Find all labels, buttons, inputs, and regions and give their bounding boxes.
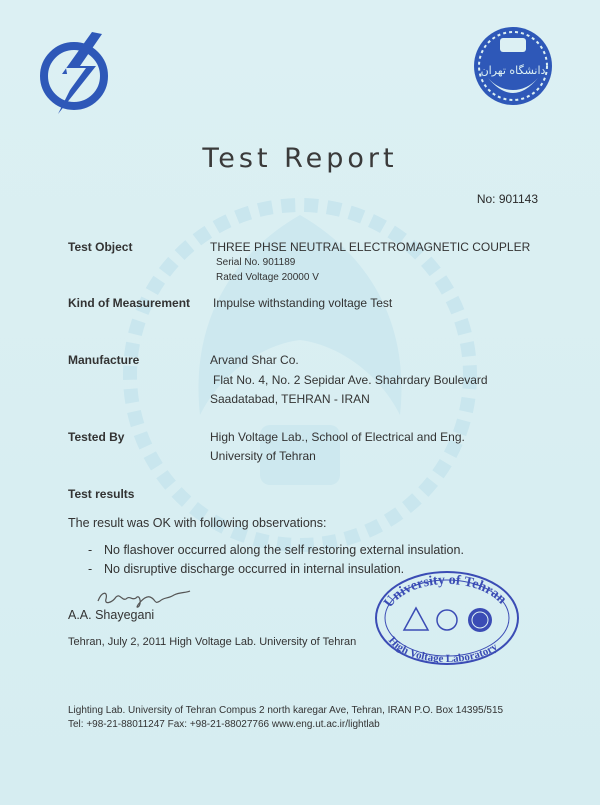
test-object-label: Test Object [68,240,133,254]
serial-number: Serial No. 901189 [216,257,296,268]
kind-of-measurement-value: Impulse withstanding voltage Test [213,296,393,310]
tested-by-line2: University of Tehran [210,449,316,463]
results-summary: The result was OK with following observations: [68,516,327,530]
rated-voltage: Rated Voltage 20000 V [216,272,319,283]
lab-stamp [372,568,522,668]
bullet-dash: - [88,562,93,576]
university-logo-text: دانشگاه تهران [480,64,546,77]
signatory-name: A.A. Shayegani [68,608,155,622]
manufacture-line3: Saadatabad, TEHRAN - IRAN [210,392,370,406]
svg-text:High Voltage Laboratory [386,635,500,665]
observation-item [88,543,464,557]
kind-of-measurement-label: Kind of Measurement [68,296,191,310]
manufacture-line2: Flat No. 4, No. 2 Sepidar Ave. Shahrdary Boulevard [213,373,488,387]
footer-contact: Tel: +98-21-88011247 Fax: +98-21-88027766 www.eng.ut.ac.ir/lightlab [68,719,380,730]
test-object-value: THREE PHSE NEUTRAL ELECTROMAGNETIC COUPLER [210,240,531,254]
observation-item [88,562,404,576]
test-results-heading: Test results [68,487,135,501]
manufacture-line1: Arvand Shar Co. [210,353,299,367]
bullet-dash: - [88,543,93,557]
observation-text: No flashover occurred along the self restoring external insulation. [104,543,464,557]
university-of-tehran-logo-icon [472,18,554,114]
place-and-date: Tehran, July 2, 2011 High Voltage Lab. University of Tehran [68,636,357,648]
footer-address: Lighting Lab. University of Tehran Compus 2 north karegar Ave, Tehran, IRAN P.O. Box 14395/515 [68,705,504,716]
lightning-logo-icon [36,28,116,118]
tested-by-label: Tested By [68,430,125,444]
stamp-top-text: University of Tehran [381,572,510,611]
page-title: Test Report [202,143,398,174]
manufacture-label: Manufacture [68,353,140,367]
handwritten-signature [94,583,194,611]
observation-text: No disruptive discharge occurred in internal insulation. [104,562,405,576]
tested-by-line1: High Voltage Lab., School of Electrical and Eng. [210,430,465,444]
svg-text:University of Tehran [381,573,509,611]
report-number: No: 901143 [476,192,538,206]
stamp-bottom-text: High Voltage Laboratory [385,634,500,666]
